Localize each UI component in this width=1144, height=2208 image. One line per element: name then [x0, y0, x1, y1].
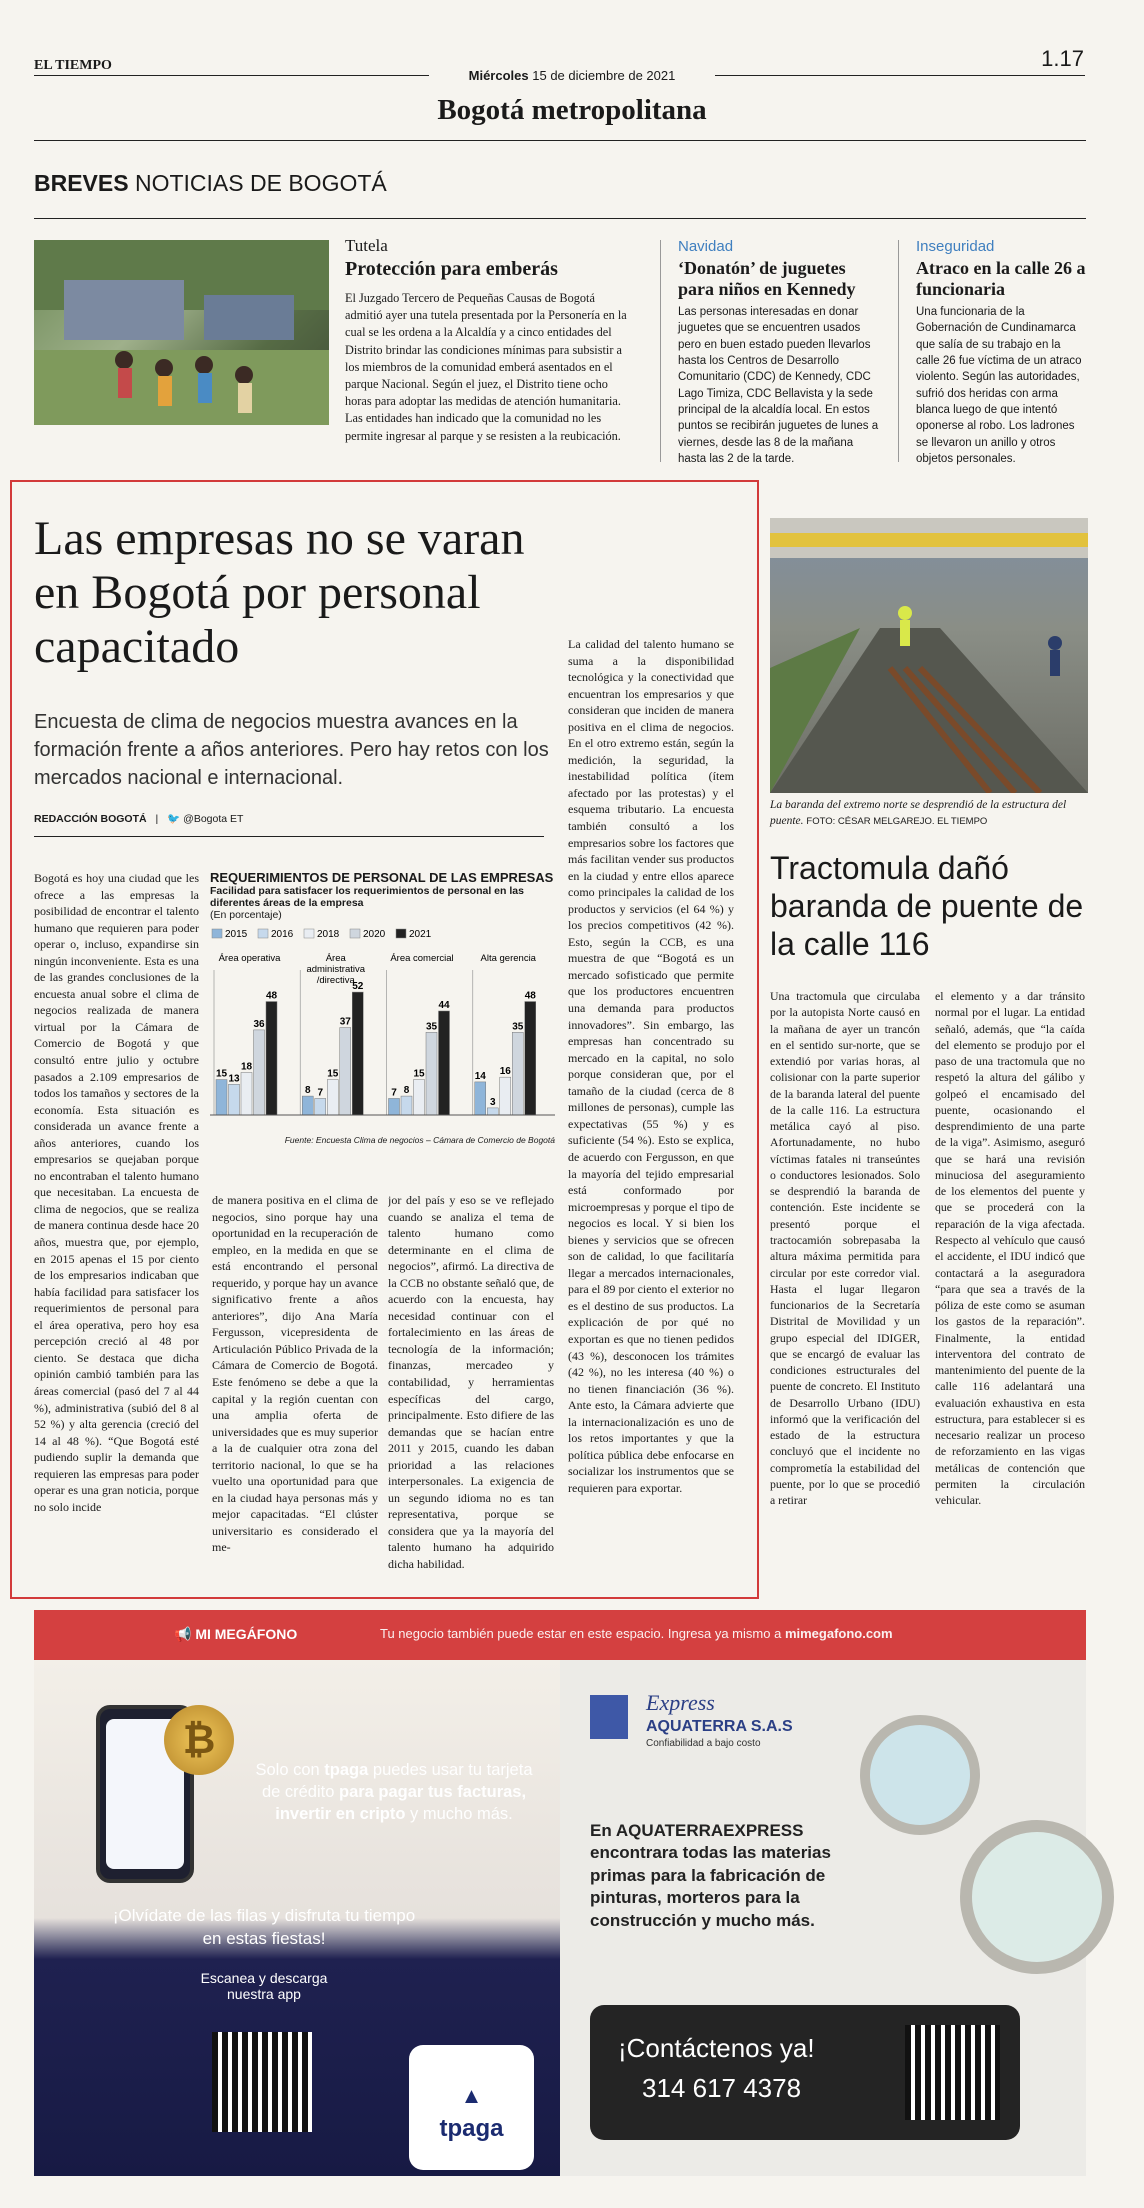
bar-2021 [266, 1002, 277, 1115]
aquaterra-contact: ¡Contáctenos ya! [618, 2033, 815, 2063]
bar-2020 [254, 1030, 265, 1115]
data-label: 35 [512, 1021, 524, 1033]
data-label: 15 [215, 1068, 228, 1080]
tpaga-slogan: ¡Olvídate de las filas y disfruta tu tiempo en estas fiestas! [112, 1906, 416, 1948]
main-deck: Encuesta de clima de negocios muestra avances en la formación frente a años anteriores. Pero hay retos con los mercados nacional e internacional. [34, 711, 549, 789]
category-label: Área comercial [390, 953, 454, 964]
legend-swatch-2020 [350, 929, 360, 938]
bridge-photo-drawing [770, 518, 1088, 793]
megafono-text: MI MEGÁFONO [195, 1626, 298, 1642]
main-headline: Las empresas no se varan en Bogotá por personal capacitado [34, 512, 525, 673]
byline-author: REDACCIÓN BOGOTÁ [34, 813, 147, 825]
legend-label-2020: 2020 [363, 929, 386, 940]
megafono-message-text: Tu negocio también puede estar en este espacio. Ingresa ya mismo a [380, 1626, 782, 1641]
bar-2018 [327, 1080, 338, 1115]
tpaga-logo-card [409, 2045, 534, 2170]
category-label: administrativa [306, 964, 366, 975]
breves-label-bold: BREVES [34, 170, 129, 196]
tpaga-qr-code[interactable] [212, 2032, 312, 2132]
megafono-url[interactable]: mimegafono.com [784, 1626, 893, 1641]
tpaga-scan-label: Escanea y descarga nuestra app [200, 1970, 328, 2002]
date-rest: 15 de diciembre de 2021 [532, 68, 676, 83]
section-rule [34, 140, 1086, 141]
side-column-2: el elemento y a dar tránsito normal por el lugar. La entidad señaló, además, que “la caída del elemento se produjo por el paso de una tractomula que no respetó la altura del gálibo y golpeó el encamisado del puente, ocasionando el desprendimiento de una parte de la viga”. Asimismo, aseguró que se hará una revisión minuciosa del aseguramiento de los elementos del puente y que se procederá con la reparación de la viga afectada. Respecto al vehículo que causó el accidente, el IDU indicó que contactará a la aseguradora “para que sea a través de la póliza de este como se asuman los gastos de la reparación”. Finalmente, la entidad interventora del contrato de mantenimiento del puente de la calle 116 adelantará una evaluación exhaustiva en esta estructura, para establecer si es necesario realizar un proceso de reforzamiento en las vigas metálicas de contención que permiten la circulación vehicular. [935, 989, 1085, 1508]
aquaterra-script: Express [646, 1690, 715, 1715]
article-column-3: jor del país y eso se ve reflejado cuando se analiza el tema de talento humano como determinante en el clima de negocios”, afirmó. La directiva de la CCB no obstante señaló que, de acuerdo con la encuesta, hay necesidad continuar con el fortalecimiento en las áreas de tecnología de la información; finanzas, mercadeo y contabilidad, y herramientas específicas del cargo, principalmente. Esto difiere de las demandas que se hacían entre 2011 y 2015, cuando les daban prioridad a las relaciones interpersonales. La exigencia de un segundo idioma no es tan representativa, porque se considera que ya la mayoría del talento humano ha adquirido dicha habilidad. [388, 1193, 554, 1572]
legend-label-2015: 2015 [225, 929, 248, 940]
date-day: Miércoles [468, 68, 529, 83]
tpaga-promo-c: para pagar tus facturas, invertir en cripto [275, 1782, 527, 1823]
aquaterra-tagline: Confiabilidad a bajo costo [646, 1738, 761, 1749]
data-label: 3 [489, 1096, 496, 1108]
aquaterra-ad [560, 1660, 1086, 2176]
bar-2018 [241, 1072, 252, 1115]
breve-1-headline: Protección para emberás [345, 258, 558, 280]
page-number: 1.17 [1041, 46, 1084, 71]
megaphone-icon: 📢 [174, 1626, 192, 1642]
side-headline: Tractomula dañó baranda de puente de la calle 116 [770, 850, 1084, 962]
bar-2016 [401, 1096, 412, 1115]
data-label: 52 [352, 981, 364, 993]
data-label: 14 [474, 1070, 486, 1082]
personnel-chart [210, 870, 555, 1160]
breve-3-kicker: Inseguridad [916, 238, 995, 255]
bar-2016 [315, 1098, 326, 1115]
tpaga-promo-d: y mucho más. [405, 1804, 513, 1823]
data-label: 8 [304, 1085, 311, 1097]
data-label: 44 [438, 1000, 450, 1011]
breve-1-body: El Juzgado Tercero de Pequeñas Causas de Bogotá admitió ayer una tutela presentada por la Personería en la cual se les ordena a la Alcaldía y a cinco entidades del Distrito brindar las condiciones mínimas para subsistir a los miembros de la comunidad emberá asentados en el parque Nacional. Según el juez, el Distrito tiene ocho horas para adoptar las medidas de atención humanitaria. Las entidades han indicado que la comunidad no les permite ingresar al parque y se resisten a la reubicación. [345, 291, 627, 443]
byline-rule [34, 836, 544, 837]
chart-unit-note: (En porcentaje) [210, 909, 282, 921]
article-column-2: de manera positiva en el clima de negocios, sino porque hay una oportunidad en la recuperación de empleo, en la medida en que se está encontrando el personal requerido, y porque hay un avance significativo frente a años anteriores”, dijo Ana María Fergusson, vicepresidenta de Articulación Público Privada de la Cámara de Comercio de Bogotá. Este fenómeno se debe a que la capital y la región cuentan con una amplia oferta de universidades que es muy superior a la de cualquier otra zona del territorio nacional, lo que se ha vuelto una oportunidad para que en la ciudad haya personas más y mejor capacitadas. “El clúster universitario es considerado el me- [212, 1193, 378, 1555]
data-label: 15 [413, 1068, 425, 1080]
tpaga-logo: tpaga [439, 2115, 504, 2142]
tpaga-logo-mark: ▲ [460, 2083, 483, 2108]
breves-label [34, 170, 387, 197]
bar-2016 [229, 1084, 240, 1115]
chart-title: REQUERIMIENTOS DE PERSONAL DE LAS EMPRESAS [210, 870, 554, 885]
tpaga-promo-a: Solo con [255, 1761, 325, 1779]
breves-divider-2 [898, 240, 899, 462]
breve-2-body: Las personas interesadas en donar juguetes que se encuentren usados pero en buen estado pueden llevarlos hasta los Centros de Desarrollo Comunitario (CDC) de Kennedy, CDC Lago Timiza, CDC Bellavista y la sede principal de la alcaldía local. En estos puntos se recibirán juguetes de lunes a viernes, desde las 8 de la mañana hasta las 2 de la tarde. [678, 306, 879, 465]
category-label: Área [325, 953, 346, 964]
category-label: Área operativa [218, 953, 281, 964]
masthead-rule-right [715, 75, 1085, 76]
legend-label-2018: 2018 [317, 929, 340, 940]
legend-swatch-2015 [212, 929, 222, 938]
article-column-4: La calidad del talento humano se suma a la disponibilidad tecnológica y la conectividad que encuentran los empresarios y que consideran que inciden de manera positiva en el clima de negocios. En el otro extremo están, según la medición, la seguridad, la inestabilidad política (ítem afectado por las protestas) y el esquema tributario. La encuesta también consultó a los empresarios sobre los factores que más facilitan vender sus productos en la ciudad y entre ellos aparece como principales la calidad de los productos y servicios (el 64 %) y los precios competitivos (42 %). Esto, según la CCB, es una muestra de que “Bogotá es un mercado sofisticado que permite que los productores encuentren una demanda para productos innovadores”. Sin embargo, las empresas han concentrado su mercado en la capital, no solo porque consideran que, por el tamaño de la ciudad (cerca de 8 millones de personas), cumple las expectativas (55 %) y es suficiente (54 %). Esto se explica, de acuerdo con Fergusson, en que la mayoría del tejido empresarial está conformado por microempresas y porque el tipo de negocios es local. Y si bien los bienes y servicios que se ofrecen son de calidad, lo que facilitaría llegar a mercados internacionales, para el 89 por ciento el exterior no es el destino de sus productos. La explicación de por qué no exportan es que no tienen pedidos (43 %), desconocen los trámites (42 %), no les interesa (40 %) o no tienen financiación (36 %). Ante esto, la Cámara advierte que la internacionalización es uno de los retos importantes y que la política pública debe enfocarse en socializar los instrumentos que se requieren para exportar. [568, 637, 734, 1495]
legend-swatch-2018 [304, 929, 314, 938]
aquaterra-text: En AQUATERRAEXPRESS encontrara todas las materias primas para la fabricación de pinturas, morteros para la construcción y mucho más. [590, 1821, 831, 1930]
bar-2015 [389, 1098, 400, 1115]
section-title: Bogotá metropolitana [437, 94, 707, 126]
breve-2-kicker: Navidad [678, 238, 734, 255]
paint-can-2 [960, 1820, 1114, 1974]
legend-label-2021: 2021 [409, 929, 432, 940]
megafono-message [380, 1626, 893, 1641]
emberas-photo [34, 240, 329, 425]
aquaterra-logo-icon [590, 1695, 628, 1739]
data-label: 18 [240, 1061, 253, 1073]
tpaga-ad [34, 1660, 560, 2176]
bridge-caption [770, 798, 1088, 829]
tpaga-promo [249, 1760, 539, 1825]
breve-3-headline: Atraco en la calle 26 a funcionaria [916, 258, 1086, 299]
paint-can-1 [860, 1715, 980, 1835]
bar-2021 [352, 992, 363, 1115]
emberas-photo-drawing [34, 240, 329, 425]
data-label: 36 [253, 1018, 265, 1030]
data-label: 7 [317, 1087, 324, 1099]
data-label: 37 [339, 1016, 351, 1028]
data-label: 15 [327, 1068, 339, 1080]
bitcoin-icon: ₿ [164, 1705, 234, 1775]
breves-rule [34, 218, 1086, 219]
breve-3-body: Una funcionaria de la Gobernación de Cundinamarca que salía de su trabajo en la calle 26 fue víctima de un atraco violento. Según las autoridades, sufrió dos heridas con arma blanca luego de que intentó oponerse al robo. Los ladrones se llevaron un anillo y otros objetos personales. [916, 306, 1082, 465]
bridge-caption-text: La baranda del extremo norte se desprendió de la estructura del puente. [770, 799, 1067, 827]
tpaga-promo-b: puedes usar tu tarjeta de crédito [261, 1761, 533, 1801]
aquaterra-brand: AQUATERRA S.A.S [646, 1718, 793, 1735]
aquaterra-qr-code[interactable] [905, 2025, 1000, 2120]
category-label: Alta gerencia [480, 953, 536, 964]
bar-2020 [340, 1028, 351, 1115]
bar-2015 [302, 1096, 313, 1115]
twitter-icon: 🐦 [167, 813, 181, 825]
article-column-1: Bogotá es hoy una ciudad que les ofrece a las empresas la posibilidad de encontrar el talento humano que requieren para poder operar o, incluso, expandirse sin ningún inconveniente. Esta es una de las grandes conclusiones de la encuesta anual sobre el clima de negocios realizada de manera virtual por la Cámara de Comercio de Bogotá y que consultó entre julio y octubre pasados a 2.109 empresarios de todos los tamaños y sectores de la economía. Esta situación es considerada un avance frente a años anteriores, cuando los empresarios se quejaban porque no encontraban el talento humano que necesitaban. La encuesta de clima de negocios, que se realiza de manera continua desde hace 20 años, muestra que, por ejemplo, en 2015 apenas el 15 por ciento de los empresarios indicaban que había facilidad para satisfacer los requerimientos de personal para el área operativa, pero hoy esa percepción creció al 48 por ciento. Se destaca que dicha opinión cambió también para las áreas comercial (pasó del 7 al 44 %), administrativa (subió del 8 al 52 %) y alta gerencia (creció del 14 al 48 %). “Que Bogotá esté pudiendo suplir la demanda que requieren las empresas para poder operar es una gran noticia, porque no solo incide [34, 871, 199, 1514]
ad-band [34, 1610, 1086, 1660]
breve-1-kicker: Tutela [345, 236, 388, 255]
bar-2018 [414, 1080, 425, 1115]
chart-subtitle: Facilidad para satisfacer los requerimientos de personal en las diferentes áreas de la empresa [210, 885, 524, 909]
tpaga-promo-brand: tpaga [324, 1761, 369, 1779]
data-label: 16 [499, 1066, 511, 1078]
bridge-photo [770, 518, 1088, 793]
aquaterra-contact-panel [590, 2005, 1020, 2140]
category-label: /directiva [316, 975, 355, 986]
masthead-rule [34, 75, 429, 76]
data-label: 48 [524, 990, 536, 1002]
byline-twitter: @Bogota ET [183, 813, 244, 825]
bar-2016 [487, 1108, 498, 1115]
bar-2021 [439, 1011, 450, 1115]
data-label: 7 [391, 1087, 397, 1099]
data-label: 48 [265, 990, 278, 1002]
chart-plot [210, 925, 555, 1135]
side-column-1: Una tractomula que circulaba por la autopista Norte causó en la mañana de ayer un trancón en el sentido sur-norte, que se extendió por varias horas, al colisionar con la parte superior de la baranda lateral del puente de la calle 116. La estructura metálica cayó al piso. Afortunadamente, no hubo víctimas fatales ni transeúntes o conductores lesionados. Solo se desprendió la baranda de contención. Este incidente se presentó porque el tractocamión sobrepasaba la altura máxima permitida para circular por este corredor vial. Hasta el lugar llegaron funcionarios de la Secretaría Distrital de Movilidad y un grupo especial del IDIGER, que se encargó de evaluar las condiciones estructurales del puente de concreto. El Instituto de Desarrollo Urbano (IDU) informó que la verificación del estado de la estructura concluyó que el incidente no comprometía la estabilidad del puente, por lo que se procedió a retirar [770, 989, 920, 1508]
megafono-label [174, 1626, 297, 1643]
data-label: 13 [228, 1073, 240, 1085]
legend-label-2016: 2016 [271, 929, 294, 940]
byline: REDACCIÓN BOGOTÁ | 🐦 @Bogota ET [34, 813, 244, 825]
bar-2020 [512, 1032, 523, 1115]
chart-source: Fuente: Encuesta Clima de negocios – Cámara de Comercio de Bogotá [284, 1135, 555, 1145]
breves-divider-1 [660, 240, 661, 462]
aquaterra-phone[interactable]: 314 617 4378 [642, 2073, 802, 2103]
data-label: 35 [425, 1021, 438, 1033]
bar-2015 [475, 1082, 486, 1115]
bar-2021 [525, 1002, 536, 1115]
breve-2-headline: ‘Donatón’ de juguetes para niños en Kennedy [678, 258, 856, 299]
data-label: 8 [403, 1085, 410, 1097]
legend-swatch-2021 [396, 929, 406, 938]
bar-2015 [216, 1080, 227, 1115]
bridge-photo-credit: FOTO: CÉSAR MELGAREJO. EL TIEMPO [806, 815, 988, 827]
bar-2018 [500, 1077, 511, 1115]
paper-name: EL TIEMPO [34, 58, 112, 73]
breves-label-rest: NOTICIAS DE BOGOTÁ [134, 170, 387, 196]
legend-swatch-2016 [258, 929, 268, 938]
bar-2020 [426, 1032, 437, 1115]
